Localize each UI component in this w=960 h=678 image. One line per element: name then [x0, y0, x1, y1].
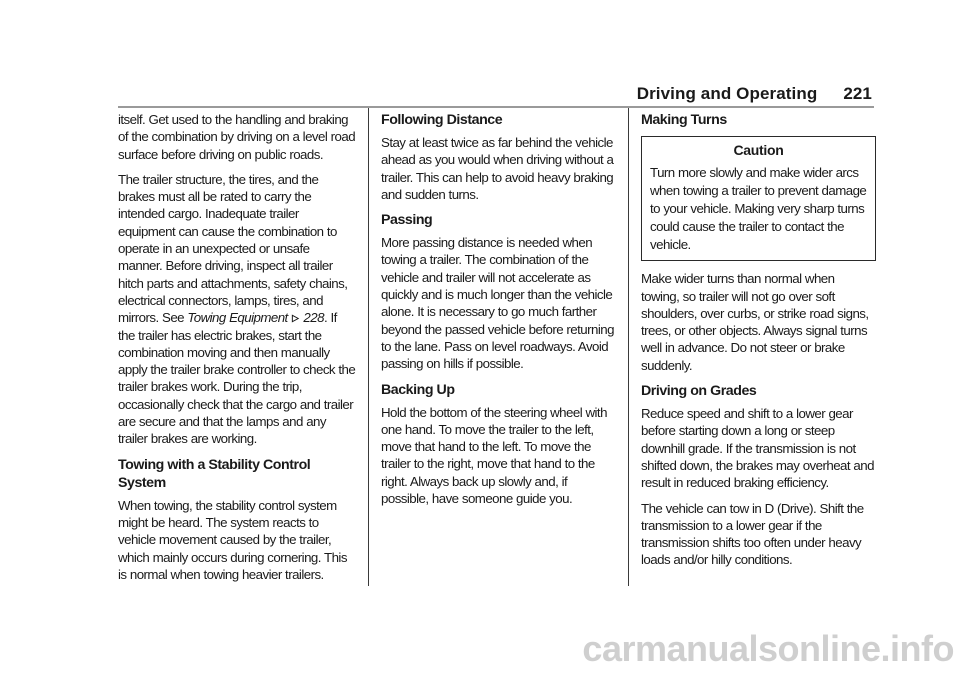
page-number: 221	[843, 84, 872, 103]
caution-text: Turn more slowly and make wider arcs when towing a trailer to prevent damage to your vehicle. Making very sharp turns could cause the trailer to contact the vehicle.	[650, 165, 867, 253]
watermark: carmanualsonline.info	[582, 628, 954, 669]
column-divider	[628, 108, 629, 586]
paragraph	[118, 171, 356, 448]
section-heading: Passing	[381, 212, 433, 229]
paragraph: itself. Get used to the handling and braking of the combination by driving on a level road surface before driving on public roads.	[118, 112, 356, 162]
paragraph: Stay at least twice as far behind the vehicle ahead as you would when driving without a trailer. This can help to avoid heavy braking and sudden turns.	[381, 135, 614, 202]
section-heading: Backing Up	[381, 381, 455, 398]
paragraph: More passing distance is needed when towing a trailer. The combination of the vehicle and trailer will not accelerate as quickly and is much longer than the vehicle alone. It is necessary to go much farther beyond the passed vehicle before returning to the lane. Pass on level roadways. Avoid passing on hills if possible.	[381, 235, 614, 372]
paragraph: Make wider turns than normal when towing, so trailer will not go over soft shoulders, over curbs, or strike road signs, trees, or other objects. Always signal turns well in advance. Do not steer or brake suddenly.	[641, 271, 869, 373]
column-left	[118, 111, 356, 591]
cross-reference-title: Towing Equipment	[187, 310, 288, 326]
running-header	[637, 84, 872, 104]
paragraph-text: The trailer structure, the tires, and the brakes must all be rated to carry the intended cargo. Inadequate trailer equipment can cause the combination to operate in an unexpected or unsafe manner. Before driving, inspect all trailer hitch parts and attachments, safety chains, electrical connectors, lamps, tires, and mirrors. See	[118, 171, 348, 326]
cross-reference-page: 228	[303, 310, 324, 326]
paragraph-text: . If the trailer has electric brakes, start the combination moving and then manually apply the trailer brake controller to check the trailer brakes work. During the trip, occasionally check that the cargo and trailer are secure and that the lamps and any trailer brakes are working.	[118, 310, 356, 447]
section-heading: Following Distance	[381, 112, 503, 128]
paragraph: Reduce speed and shift to a lower gear before starting down a long or steep downhill grade. If the transmission is not shifted down, the brakes may overheat and result in reduced braking efficiency.	[641, 406, 874, 491]
caution-box	[641, 136, 876, 261]
column-divider	[368, 108, 369, 586]
column-right	[641, 111, 876, 577]
section-heading: Making Turns	[641, 112, 727, 128]
section-heading: Towing with a Stability Control System	[118, 456, 311, 491]
column-middle	[381, 111, 616, 515]
caution-title: Caution	[733, 142, 784, 158]
page-reference-arrow-icon	[291, 314, 300, 323]
paragraph: The vehicle can tow in D (Drive). Shift the transmission to a lower gear if the transmission shifts too often under heavy loads and/or hilly conditions.	[641, 500, 864, 568]
cross-reference-link[interactable]	[187, 310, 324, 325]
paragraph: When towing, the stability control system might be heard. The system reacts to vehicle movement caused by the trailer, which mainly occurs during cornering. This is normal when towing heavier trailers.	[118, 497, 347, 582]
section-title: Driving and Operating	[636, 84, 818, 103]
paragraph: Hold the bottom of the steering wheel with one hand. To move the trailer to the left, move that hand to the left. To move the trailer to the right, move that hand to the right. Always back up slowly and, if possible, have someone guide you.	[381, 404, 607, 507]
section-heading: Driving on Grades	[641, 383, 757, 400]
header-rule	[118, 106, 874, 108]
